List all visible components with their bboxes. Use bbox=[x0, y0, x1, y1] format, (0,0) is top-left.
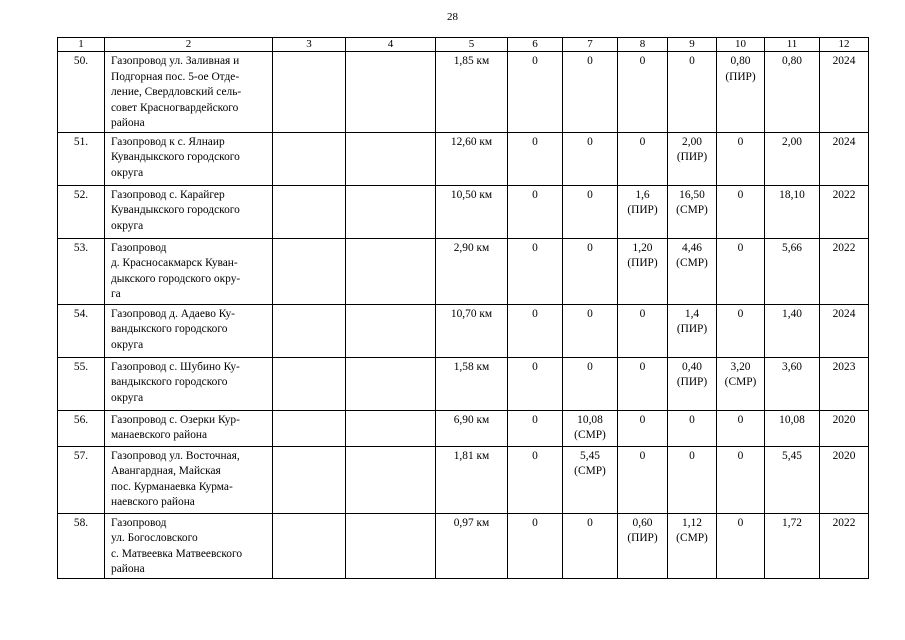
row-number: 53. bbox=[58, 238, 105, 304]
table-row bbox=[58, 238, 869, 304]
object-name: Газопровод с. Карайгер Кувандыкского городского округа bbox=[105, 185, 273, 238]
completion-year: 2024 bbox=[820, 304, 869, 357]
pipeline-length: 1,85 км bbox=[436, 52, 508, 133]
table-row bbox=[58, 513, 869, 578]
cell-col-7: 0 bbox=[563, 357, 618, 410]
table-row bbox=[58, 52, 869, 133]
table-row bbox=[58, 132, 869, 185]
total-amount: 5,66 bbox=[765, 238, 820, 304]
column-header-12: 12 bbox=[820, 38, 869, 52]
cell-col-10: 0 bbox=[717, 304, 765, 357]
cell-col-8: 0 bbox=[618, 52, 668, 133]
row-number: 50. bbox=[58, 52, 105, 133]
cell-col-9: 1,4 (ПИР) bbox=[668, 304, 717, 357]
cell-col-7: 0 bbox=[563, 304, 618, 357]
row-number: 57. bbox=[58, 446, 105, 513]
cell-col-10: 0 bbox=[717, 513, 765, 578]
column-header-1: 1 bbox=[58, 38, 105, 52]
cell-col-6: 0 bbox=[508, 185, 563, 238]
column-header-4: 4 bbox=[346, 38, 436, 52]
cell-col-9: 0 bbox=[668, 410, 717, 446]
cell-col-3 bbox=[273, 52, 346, 133]
cell-col-4 bbox=[346, 446, 436, 513]
cell-col-8: 0 bbox=[618, 410, 668, 446]
cell-col-4 bbox=[346, 238, 436, 304]
cell-col-7: 10,08 (СМР) bbox=[563, 410, 618, 446]
row-number: 56. bbox=[58, 410, 105, 446]
row-number: 52. bbox=[58, 185, 105, 238]
data-table bbox=[57, 37, 869, 579]
cell-col-6: 0 bbox=[508, 357, 563, 410]
completion-year: 2022 bbox=[820, 513, 869, 578]
cell-col-3 bbox=[273, 357, 346, 410]
cell-col-7: 0 bbox=[563, 513, 618, 578]
cell-col-8: 0,60 (ПИР) bbox=[618, 513, 668, 578]
cell-col-8: 0 bbox=[618, 132, 668, 185]
cell-col-4 bbox=[346, 304, 436, 357]
cell-col-8: 0 bbox=[618, 357, 668, 410]
cell-col-6: 0 bbox=[508, 132, 563, 185]
completion-year: 2020 bbox=[820, 410, 869, 446]
column-header-5: 5 bbox=[436, 38, 508, 52]
object-name: Газопровод ул. Богословского с. Матвеевка Матвеевского района bbox=[105, 513, 273, 578]
cell-col-4 bbox=[346, 513, 436, 578]
cell-col-9: 4,46 (СМР) bbox=[668, 238, 717, 304]
cell-col-3 bbox=[273, 513, 346, 578]
column-header-8: 8 bbox=[618, 38, 668, 52]
cell-col-4 bbox=[346, 410, 436, 446]
column-header-6: 6 bbox=[508, 38, 563, 52]
cell-col-7: 0 bbox=[563, 238, 618, 304]
cell-col-4 bbox=[346, 185, 436, 238]
completion-year: 2024 bbox=[820, 52, 869, 133]
cell-col-8: 1,20 (ПИР) bbox=[618, 238, 668, 304]
cell-col-7: 0 bbox=[563, 185, 618, 238]
completion-year: 2022 bbox=[820, 185, 869, 238]
pipeline-length: 10,50 км bbox=[436, 185, 508, 238]
pipeline-length: 12,60 км bbox=[436, 132, 508, 185]
column-header-10: 10 bbox=[717, 38, 765, 52]
cell-col-3 bbox=[273, 410, 346, 446]
cell-col-3 bbox=[273, 132, 346, 185]
pipeline-length: 10,70 км bbox=[436, 304, 508, 357]
cell-col-4 bbox=[346, 132, 436, 185]
cell-col-6: 0 bbox=[508, 52, 563, 133]
cell-col-6: 0 bbox=[508, 304, 563, 357]
cell-col-10: 0 bbox=[717, 410, 765, 446]
cell-col-8: 0 bbox=[618, 446, 668, 513]
total-amount: 10,08 bbox=[765, 410, 820, 446]
cell-col-9: 2,00 (ПИР) bbox=[668, 132, 717, 185]
object-name: Газопровод д. Адаево Ку- вандыкского городского округа bbox=[105, 304, 273, 357]
cell-col-3 bbox=[273, 185, 346, 238]
cell-col-10: 0 bbox=[717, 446, 765, 513]
cell-col-9: 0,40 (ПИР) bbox=[668, 357, 717, 410]
cell-col-9: 16,50 (СМР) bbox=[668, 185, 717, 238]
pipeline-length: 1,58 км bbox=[436, 357, 508, 410]
column-header-2: 2 bbox=[105, 38, 273, 52]
cell-col-7: 0 bbox=[563, 52, 618, 133]
object-name: Газопровод д. Красносакмарск Куван- дыкского городского окру- га bbox=[105, 238, 273, 304]
cell-col-4 bbox=[346, 52, 436, 133]
object-name: Газопровод ул. Заливная и Подгорная пос. 5-ое Отде- ление, Свердловский сель- совет Красногвардейского района bbox=[105, 52, 273, 133]
column-header-3: 3 bbox=[273, 38, 346, 52]
cell-col-9: 0 bbox=[668, 52, 717, 133]
total-amount: 18,10 bbox=[765, 185, 820, 238]
pipeline-length: 1,81 км bbox=[436, 446, 508, 513]
table-row bbox=[58, 446, 869, 513]
object-name: Газопровод к с. Ялнаир Кувандыкского городского округа bbox=[105, 132, 273, 185]
completion-year: 2023 bbox=[820, 357, 869, 410]
object-name: Газопровод ул. Восточная, Авангардная, Майская пос. Курманаевка Курма- наевского района bbox=[105, 446, 273, 513]
total-amount: 1,40 bbox=[765, 304, 820, 357]
cell-col-10: 0 bbox=[717, 185, 765, 238]
cell-col-7: 0 bbox=[563, 132, 618, 185]
pipeline-length: 2,90 км bbox=[436, 238, 508, 304]
cell-col-7: 5,45 (СМР) bbox=[563, 446, 618, 513]
row-number: 55. bbox=[58, 357, 105, 410]
cell-col-6: 0 bbox=[508, 513, 563, 578]
column-header-9: 9 bbox=[668, 38, 717, 52]
cell-col-8: 0 bbox=[618, 304, 668, 357]
cell-col-10: 0 bbox=[717, 132, 765, 185]
header-row bbox=[58, 38, 869, 52]
cell-col-10: 0,80 (ПИР) bbox=[717, 52, 765, 133]
row-number: 58. bbox=[58, 513, 105, 578]
column-header-7: 7 bbox=[563, 38, 618, 52]
cell-col-10: 0 bbox=[717, 238, 765, 304]
total-amount: 1,72 bbox=[765, 513, 820, 578]
total-amount: 5,45 bbox=[765, 446, 820, 513]
row-number: 51. bbox=[58, 132, 105, 185]
table-row bbox=[58, 357, 869, 410]
object-name: Газопровод с. Озерки Кур- манаевского района bbox=[105, 410, 273, 446]
total-amount: 2,00 bbox=[765, 132, 820, 185]
total-amount: 0,80 bbox=[765, 52, 820, 133]
cell-col-4 bbox=[346, 357, 436, 410]
completion-year: 2020 bbox=[820, 446, 869, 513]
cell-col-3 bbox=[273, 304, 346, 357]
page-number: 28 bbox=[447, 11, 458, 23]
pipeline-length: 6,90 км bbox=[436, 410, 508, 446]
cell-col-3 bbox=[273, 446, 346, 513]
cell-col-6: 0 bbox=[508, 410, 563, 446]
total-amount: 3,60 bbox=[765, 357, 820, 410]
completion-year: 2022 bbox=[820, 238, 869, 304]
cell-col-6: 0 bbox=[508, 446, 563, 513]
cell-col-3 bbox=[273, 238, 346, 304]
completion-year: 2024 bbox=[820, 132, 869, 185]
table-row bbox=[58, 304, 869, 357]
cell-col-6: 0 bbox=[508, 238, 563, 304]
table-row bbox=[58, 185, 869, 238]
table-body bbox=[58, 52, 869, 579]
cell-col-9: 0 bbox=[668, 446, 717, 513]
row-number: 54. bbox=[58, 304, 105, 357]
cell-col-9: 1,12 (СМР) bbox=[668, 513, 717, 578]
object-name: Газопровод с. Шубино Ку- вандыкского городского округа bbox=[105, 357, 273, 410]
cell-col-8: 1,6 (ПИР) bbox=[618, 185, 668, 238]
pipeline-length: 0,97 км bbox=[436, 513, 508, 578]
cell-col-10: 3,20 (СМР) bbox=[717, 357, 765, 410]
table-header bbox=[58, 38, 869, 52]
column-header-11: 11 bbox=[765, 38, 820, 52]
table-row bbox=[58, 410, 869, 446]
